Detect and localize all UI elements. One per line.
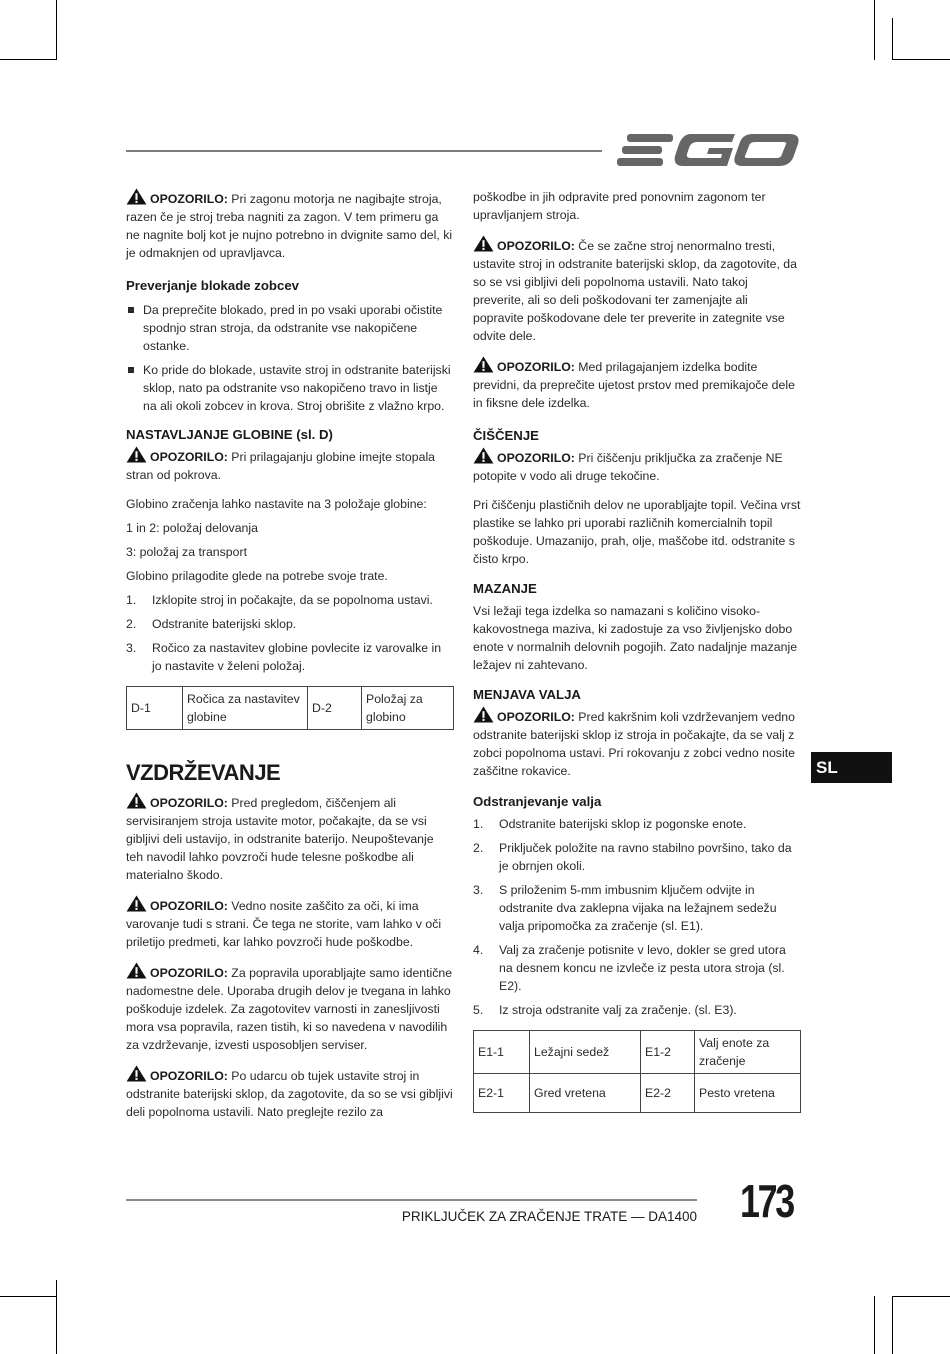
crop-mark bbox=[0, 59, 57, 60]
step-number: 1. bbox=[126, 593, 137, 607]
language-tab: SL bbox=[811, 752, 892, 783]
header-rule bbox=[126, 150, 602, 152]
list-item: Da preprečite blokado, pred in po vsaki uporabi očistite spodnjo stran stroja, da odstranite vse nakopičene ostanke. bbox=[126, 301, 454, 355]
warning-icon bbox=[473, 447, 494, 464]
step-number: 2. bbox=[473, 841, 484, 855]
warning-icon bbox=[126, 962, 147, 979]
table-cell: Gred vretena bbox=[530, 1074, 641, 1113]
warning-text: Če se začne stroj nenormalno tresti, ustavite stroj in odstranite baterijski sklop, da zagotovite, da so se vsi gibljivi deli popolnoma ustavili. Nato takoj preverite, ali so deli poškodovani ter zamenjajte ali popravite poškodovane dele ter preverite in zategnite vse odvite dele. bbox=[473, 239, 797, 343]
crop-mark bbox=[892, 18, 893, 60]
step-number: 1. bbox=[473, 817, 484, 831]
list-item bbox=[473, 881, 801, 935]
heading-odstranjevanje: Odstranjevanje valja bbox=[473, 794, 602, 809]
legend-table-d bbox=[126, 686, 454, 730]
step-text: Ročico za nastavitev globine povlecite iz varovalke in jo nastavite v želeni položaj. bbox=[152, 641, 442, 673]
step-text: Izklopite stroj in počakajte, da se popolnoma ustavi. bbox=[152, 593, 433, 607]
warning-label: OPOZORILO: bbox=[497, 451, 575, 465]
table-cell: Ležajni sedež bbox=[530, 1031, 641, 1074]
paragraph: Globino zračenja lahko nastavite na 3 položaje globine: bbox=[126, 497, 427, 511]
step-number: 2. bbox=[126, 617, 137, 631]
crop-mark bbox=[892, 59, 950, 60]
crop-mark bbox=[56, 0, 57, 60]
list-item bbox=[473, 1001, 801, 1019]
warning-block bbox=[126, 962, 454, 1054]
crop-mark bbox=[0, 1296, 57, 1297]
step-text: Odstranite baterijski sklop iz pogonske enote. bbox=[499, 817, 747, 831]
page-number: 173 bbox=[740, 1175, 793, 1227]
footer-title: PRIKLJUČEK ZA ZRAČENJE TRATE — DA1400 bbox=[401, 1209, 697, 1224]
warning-icon bbox=[126, 1065, 147, 1082]
step-number: 3. bbox=[473, 883, 484, 897]
warning-text: Pred kakršnim koli vzdrževanjem vedno odstranite baterijski sklop iz stroja in počakajte, da se valj z zobci popolnoma ustavi. Pri rokovanju z zobci vedno nosite zaščitne rokavice. bbox=[473, 710, 795, 778]
warning-block bbox=[126, 446, 454, 484]
table-cell: Pesto vretena bbox=[695, 1074, 801, 1113]
warning-block bbox=[473, 706, 801, 780]
step-text: Valj za zračenje potisnite v levo, dokler se gred utora na desnem koncu ne izvleče iz pesta utora stroja (sl. E2). bbox=[499, 943, 786, 993]
section-title: VZDRŽEVANJE bbox=[126, 760, 281, 785]
list-item bbox=[126, 639, 454, 675]
ego-logo bbox=[617, 128, 800, 172]
warning-icon bbox=[126, 792, 147, 809]
warning-icon bbox=[126, 188, 147, 205]
crop-mark bbox=[892, 1296, 950, 1297]
warning-label: OPOZORILO: bbox=[150, 796, 228, 810]
paragraph: 3: položaj za transport bbox=[126, 545, 247, 559]
warning-icon bbox=[473, 706, 494, 723]
table-cell: D-2 bbox=[308, 687, 362, 730]
bullet-list bbox=[126, 301, 454, 415]
crop-mark bbox=[56, 1280, 57, 1354]
table-cell: Položaj za globino bbox=[362, 687, 454, 730]
table-row bbox=[127, 687, 454, 730]
crop-mark bbox=[892, 1296, 893, 1354]
table-row bbox=[474, 1074, 801, 1113]
warning-block bbox=[473, 235, 801, 345]
table-cell: E2-2 bbox=[641, 1074, 695, 1113]
table-cell: E2-1 bbox=[474, 1074, 530, 1113]
warning-text: Med prilagajanjem izdelka bodite previdni, da preprečite ujetost prstov med premikajoče dele in fiksne dele izdelka. bbox=[473, 360, 795, 410]
warning-label: OPOZORILO: bbox=[150, 899, 228, 913]
list-item bbox=[473, 815, 801, 833]
table-cell: E1-1 bbox=[474, 1031, 530, 1074]
warning-icon bbox=[126, 895, 147, 912]
warning-text: Za popravila uporabljajte samo identične nadomestne dele. Uporaba drugih delov je tvegana in lahko poškoduje izdelek. Za zagotovitev varnosti in zanesljivosti mora vsa popravila, razen tistih, ki so navedena v navodilih za vzdrževanje, izvesti usposobljen serviser. bbox=[126, 966, 453, 1052]
list-item bbox=[473, 941, 801, 995]
legend-table-e bbox=[473, 1030, 801, 1113]
step-text: Odstranite baterijski sklop. bbox=[152, 617, 297, 631]
paragraph: 1 in 2: položaj delovanja bbox=[126, 521, 258, 535]
table-cell: E1-2 bbox=[641, 1031, 695, 1074]
warning-block bbox=[473, 356, 801, 412]
list-item bbox=[126, 591, 454, 609]
paragraph: poškodbe in jih odpravite pred ponovnim zagonom ter upravljanjem stroja. bbox=[473, 190, 766, 222]
warning-text: Pri čiščenju priključka za zračenje NE potopite v vodo ali druge tekočine. bbox=[473, 451, 783, 483]
warning-text: Vedno nosite zaščito za oči, ki ima varovanje tudi s strani. Če tega ne storite, vam lahko v oči priletijo predmeti, kar lahko povzroči hude poškodbe. bbox=[126, 899, 442, 949]
list-item bbox=[473, 839, 801, 875]
warning-block bbox=[473, 447, 801, 485]
step-text: Priključek položite na ravno stabilno površino, tako da je obrnjen okoli. bbox=[499, 841, 792, 873]
warning-text: Pri prilagajanju globine imejte stopala stran od pokrova. bbox=[126, 450, 436, 482]
warning-text: Pred pregledom, čiščenjem ali servisiranjem stroja ustavite motor, počakajte, da se vsi gibljivi deli ustavijo, in odstranite baterijo. Neupoštevanje teh navodil lahko povzroči hude telesne poškodbe ali materialno škodo. bbox=[126, 796, 434, 882]
warning-label: OPOZORILO: bbox=[150, 1069, 228, 1083]
step-number: 5. bbox=[473, 1003, 484, 1017]
step-number: 4. bbox=[473, 943, 484, 957]
warning-label: OPOZORILO: bbox=[150, 966, 228, 980]
numbered-list bbox=[126, 591, 454, 675]
list-item bbox=[126, 615, 454, 633]
heading-globina: NASTAVLJANJE GLOBINE (sl. D) bbox=[126, 427, 333, 442]
left-column bbox=[126, 188, 454, 1132]
warning-label: OPOZORILO: bbox=[150, 192, 228, 206]
footer-rule bbox=[126, 1199, 697, 1201]
table-cell: Valj enote za zračenje bbox=[695, 1031, 801, 1074]
paragraph: Pri čiščenju plastičnih delov ne uporabljajte topil. Večina vrst plastike se lahko pri uporabi različnih komercialnih topil poškoduje. Umazanijo, prah, olje, maščobe itd. odstranite s čisto krpo. bbox=[473, 498, 801, 566]
warning-icon bbox=[126, 446, 147, 463]
warning-icon bbox=[473, 356, 494, 373]
heading-blokada: Preverjanje blokade zobcev bbox=[126, 278, 299, 293]
warning-block bbox=[126, 895, 454, 951]
paragraph: Vsi ležaji tega izdelka so namazani s količino visoko-kakovostnega maziva, ki zadostuje za vso življenjsko dobo enote v normalnih delovnih pogojih. Zato nadaljnje mazanje ležajev ni zahtevano. bbox=[473, 604, 798, 672]
list-item: Ko pride do blokade, ustavite stroj in odstranite baterijski sklop, nato pa odstranite vso nakopičeno travo in listje na ali okoli zobcev in krova. Stroj obrišite z vlažno krpo. bbox=[126, 361, 454, 415]
warning-label: OPOZORILO: bbox=[497, 239, 575, 253]
warning-text: Pri zagonu motorja ne nagibajte stroja, razen če je stroj treba nagniti za zagon. V tem primeru ga ne nagnite bolj kot je nujno potrebno in dvignite samo del, ki je odmaknjen od upravljavca. bbox=[126, 192, 453, 260]
warning-text: Po udarcu ob tujek ustavite stroj in odstranite baterijski sklop, da zagotovite, da so se vsi gibljivi deli popolnoma ustavili. Nato preglejte rezilo za bbox=[126, 1069, 453, 1119]
warning-icon bbox=[473, 235, 494, 252]
step-text: Iz stroja odstranite valj za zračenje. (sl. E3). bbox=[499, 1003, 737, 1017]
heading-menjava: MENJAVA VALJA bbox=[473, 687, 581, 702]
warning-label: OPOZORILO: bbox=[150, 450, 228, 464]
warning-label: OPOZORILO: bbox=[497, 710, 575, 724]
warning-label: OPOZORILO: bbox=[497, 360, 575, 374]
numbered-list bbox=[473, 815, 801, 1019]
warning-block bbox=[126, 188, 454, 262]
paragraph: Globino prilagodite glede na potrebe svoje trate. bbox=[126, 569, 388, 583]
warning-block bbox=[126, 792, 454, 884]
heading-ciscenje: ČIŠČENJE bbox=[473, 428, 539, 443]
crop-mark bbox=[874, 0, 875, 60]
step-text: S priloženim 5-mm imbusnim ključem odvijte in odstranite dva zaklepna vijaka na ležajnem sedežu valja pripomočka za zračenje (sl. E1). bbox=[499, 883, 777, 933]
crop-mark bbox=[874, 1296, 875, 1354]
table-row bbox=[474, 1031, 801, 1074]
heading-mazanje: MAZANJE bbox=[473, 581, 537, 596]
table-cell: Ročica za nastavitev globine bbox=[183, 687, 308, 730]
right-column bbox=[473, 188, 801, 1113]
warning-block bbox=[126, 1065, 454, 1121]
table-cell: D-1 bbox=[127, 687, 183, 730]
step-number: 3. bbox=[126, 641, 137, 655]
